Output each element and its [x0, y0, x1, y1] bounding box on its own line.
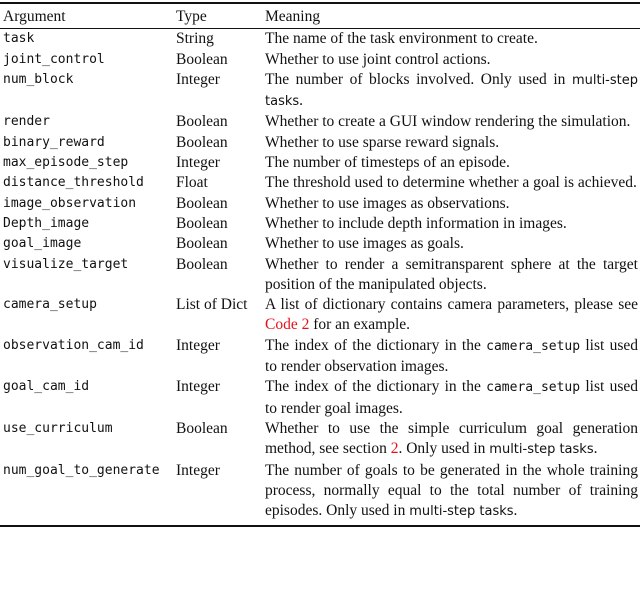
meaning-text: The number of timesteps of an episode. [265, 154, 510, 172]
argument-type: Float [176, 174, 208, 192]
argument-meaning [265, 419, 640, 461]
argument-name: goal_image [3, 236, 82, 252]
argument-meaning [265, 173, 640, 193]
table-row [0, 29, 640, 49]
argument-type: Boolean [176, 50, 228, 68]
table-row [0, 70, 640, 113]
argument-type: Integer [176, 70, 220, 88]
argument-type: Boolean [176, 214, 228, 232]
argument-meaning [265, 50, 640, 70]
table-row [0, 153, 640, 173]
meaning-text: The index of the dictionary in the [265, 336, 487, 354]
argument-name: image_observation [3, 195, 137, 211]
argument-name: num_goal_to_generate [3, 462, 160, 478]
argument-name: observation_cam_id [3, 337, 144, 353]
table-row [0, 194, 640, 214]
meaning-text: . [299, 92, 304, 110]
argument-name: max_episode_step [3, 155, 129, 171]
argument-type: Integer [176, 154, 220, 172]
code-term: camera_setup [486, 338, 581, 354]
argument-meaning [265, 255, 640, 296]
argument-name: render [3, 114, 50, 130]
argument-type: Integer [176, 336, 220, 354]
argument-meaning [265, 70, 640, 113]
argument-name: goal_cam_id [3, 379, 90, 395]
argument-type: String [176, 30, 214, 48]
header-meaning: Meaning [265, 8, 321, 25]
table-row [0, 133, 640, 153]
argument-type: Integer [176, 378, 220, 396]
bottom-rule [0, 525, 640, 527]
arguments-table-grid [0, 4, 640, 522]
multi-step-term: multi-step tasks [265, 72, 638, 110]
meaning-text: A list of dictionary contains camera parameters, please see [265, 296, 638, 314]
meaning-text: . [593, 440, 598, 458]
argument-meaning [265, 234, 640, 254]
argument-meaning [265, 133, 640, 153]
meaning-text: list used to render observation images. [265, 336, 638, 376]
argument-name: camera_setup [3, 297, 97, 313]
code-2-link[interactable]: Code 2 [265, 316, 310, 334]
meaning-text: The number of goals to be generated in the whole training process, normally equal to the total number of training episodes. Only used in [265, 461, 638, 520]
meaning-text: Whether to create a GUI window rendering the simulation. [265, 113, 631, 131]
argument-type: Integer [176, 461, 220, 479]
table-row [0, 173, 640, 193]
argument-name: visualize_target [3, 256, 129, 272]
argument-meaning [265, 461, 640, 523]
argument-type: Boolean [176, 194, 228, 212]
argument-meaning [265, 29, 640, 49]
meaning-text: The number of blocks involved. Only used in [265, 70, 572, 88]
meaning-text: . Only used in [398, 440, 490, 458]
meaning-text: list used to render goal images. [265, 378, 638, 417]
code-term: camera_setup [486, 380, 581, 396]
argument-type: Boolean [176, 235, 228, 253]
argument-name: use_curriculum [3, 420, 113, 436]
argument-type: Boolean [176, 255, 228, 273]
meaning-text: The name of the task environment to create. [265, 30, 538, 48]
meaning-text: Whether to use the simple curriculum goal generation method, see section [265, 419, 638, 458]
header-argument: Argument [3, 8, 66, 25]
argument-name: task [3, 31, 35, 47]
argument-name: distance_threshold [3, 175, 144, 191]
argument-meaning [265, 295, 640, 336]
multi-step-term: multi-step tasks [489, 442, 594, 458]
meaning-text: Whether to use images as observations. [265, 194, 510, 212]
table-row [0, 295, 640, 336]
table-row [0, 255, 640, 296]
multi-step-term: multi-step tasks [409, 504, 514, 520]
table-row [0, 419, 640, 461]
meaning-text: . [513, 502, 518, 520]
argument-meaning [265, 377, 640, 419]
table-row [0, 214, 640, 234]
argument-type: Boolean [176, 419, 228, 437]
meaning-text: Whether to use joint control actions. [265, 50, 491, 68]
argument-meaning [265, 153, 640, 173]
argument-name: Depth_image [3, 215, 90, 231]
table-row [0, 336, 640, 378]
table-row [0, 461, 640, 523]
header-row [0, 4, 640, 28]
argument-type: List of Dict [176, 296, 248, 314]
header-type: Type [176, 8, 207, 25]
meaning-text: Whether to use sparse reward signals. [265, 133, 500, 151]
argument-name: binary_reward [3, 134, 105, 150]
argument-meaning [265, 194, 640, 214]
meaning-text: for an example. [309, 316, 411, 334]
argument-meaning [265, 336, 640, 378]
argument-meaning [265, 214, 640, 234]
table-row [0, 112, 640, 132]
argument-type: Boolean [176, 113, 228, 131]
meaning-text: Whether to include depth information in images. [265, 214, 567, 232]
arguments-table [0, 2, 640, 527]
section-2-link[interactable]: 2 [390, 440, 399, 458]
table-row [0, 377, 640, 419]
meaning-text: The index of the dictionary in the [265, 378, 487, 396]
argument-meaning [265, 112, 640, 132]
meaning-text: Whether to render a semitransparent sphere at the target position of the manipulated objects. [265, 255, 638, 293]
table-row [0, 50, 640, 70]
argument-name: num_block [3, 71, 74, 87]
meaning-text: The threshold used to determine whether a goal is achieved. [265, 174, 637, 192]
argument-name: joint_control [3, 51, 105, 67]
argument-type: Boolean [176, 133, 228, 151]
meaning-text: Whether to use images as goals. [265, 235, 464, 253]
table-row [0, 234, 640, 254]
